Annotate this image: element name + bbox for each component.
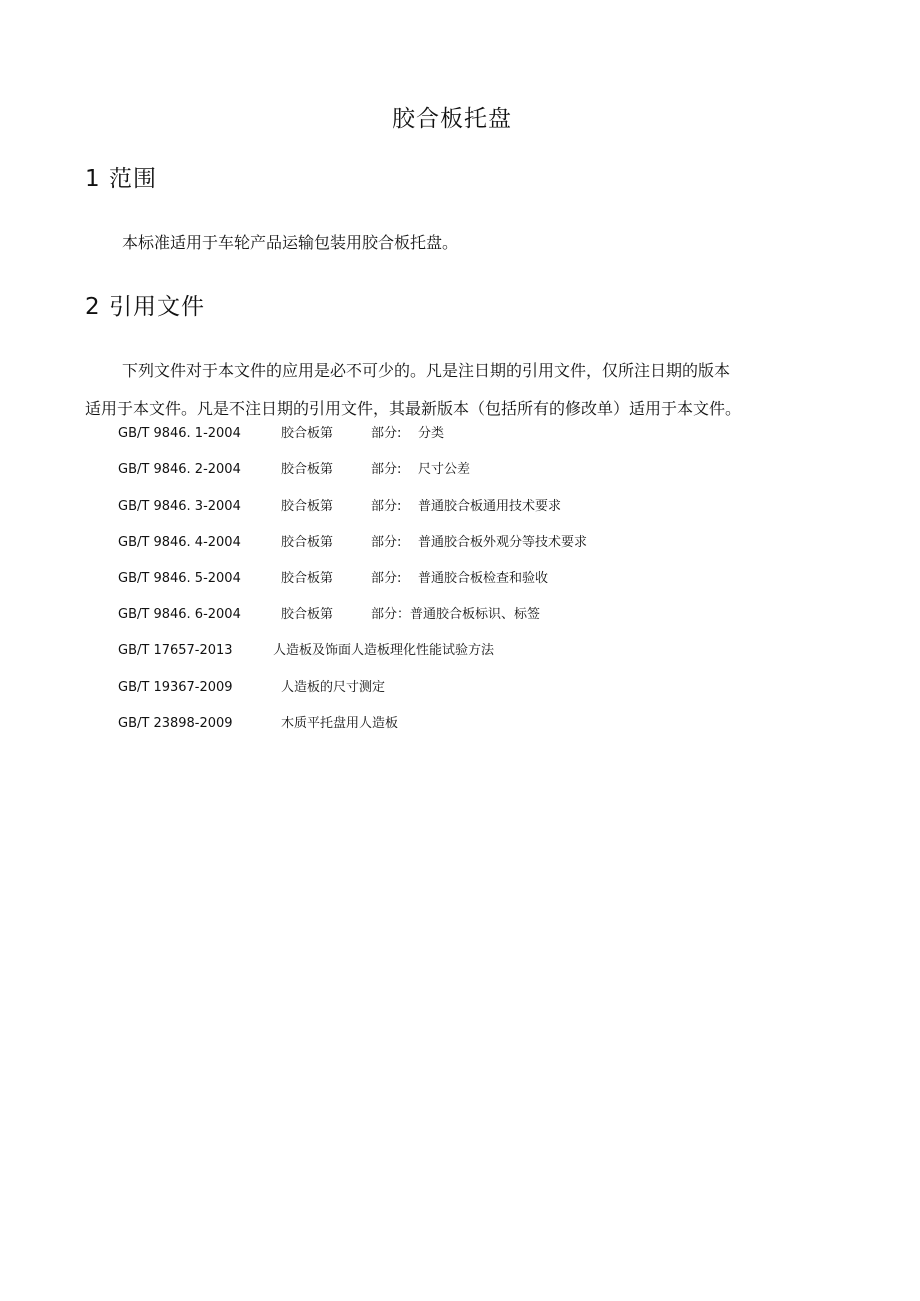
reference-title: 胶合板第 <box>281 426 334 441</box>
reference-subtitle: 分类 <box>418 426 445 441</box>
section-heading-scope: 1 范围 <box>85 166 157 192</box>
reference-subtitle: 普通胶合板通用技术要求 <box>418 499 562 514</box>
document-title: 胶合板托盘 <box>392 106 512 132</box>
reference-part-label: 部分: <box>371 571 402 586</box>
reference-code: GB/T 23898-2009 <box>118 716 233 731</box>
reference-title: 胶合板第 <box>281 607 334 622</box>
reference-title: 胶合板第 <box>281 462 334 477</box>
scope-paragraph: 本标准适用于车轮产品运输包装用胶合板托盘。 <box>122 233 459 252</box>
reference-code: GB/T 9846. 5-2004 <box>118 571 241 586</box>
reference-code: GB/T 9846. 4-2004 <box>118 535 241 550</box>
reference-title: 人造板及饰面人造板理化性能试验方法 <box>273 643 495 658</box>
reference-title: 胶合板第 <box>281 571 334 586</box>
reference-subtitle: 尺寸公差 <box>418 462 471 477</box>
reference-code: GB/T 9846. 2-2004 <box>118 462 241 477</box>
reference-part-label: 部分：普通胶合板标识、标签 <box>371 607 541 622</box>
reference-code: GB/T 9846. 1-2004 <box>118 426 241 441</box>
references-intro-line-2: 适用于本文件。凡是不注日期的引用文件，其最新版本（包括所有的修改单）适用于本文件。 <box>85 399 742 418</box>
reference-part-label: 部分: <box>371 426 402 441</box>
reference-subtitle: 普通胶合板外观分等技术要求 <box>418 535 588 550</box>
reference-title: 胶合板第 <box>281 499 334 514</box>
reference-title: 木质平托盘用人造板 <box>281 716 399 731</box>
reference-code: GB/T 19367-2009 <box>118 680 233 695</box>
reference-subtitle: 普通胶合板检查和验收 <box>418 571 549 586</box>
reference-title: 胶合板第 <box>281 535 334 550</box>
reference-part-label: 部分: <box>371 462 402 477</box>
reference-code: GB/T 17657-2013 <box>118 643 233 658</box>
reference-part-label: 部分: <box>371 499 402 514</box>
reference-title: 人造板的尺寸测定 <box>281 680 386 695</box>
reference-code: GB/T 9846. 6-2004 <box>118 607 241 622</box>
reference-part-label: 部分: <box>371 535 402 550</box>
references-intro-line-1: 下列文件对于本文件的应用是必不可少的。凡是注日期的引用文件，仅所注日期的版本 <box>122 361 731 380</box>
section-heading-normative-references: 2 引用文件 <box>85 294 205 320</box>
reference-code: GB/T 9846. 3-2004 <box>118 499 241 514</box>
